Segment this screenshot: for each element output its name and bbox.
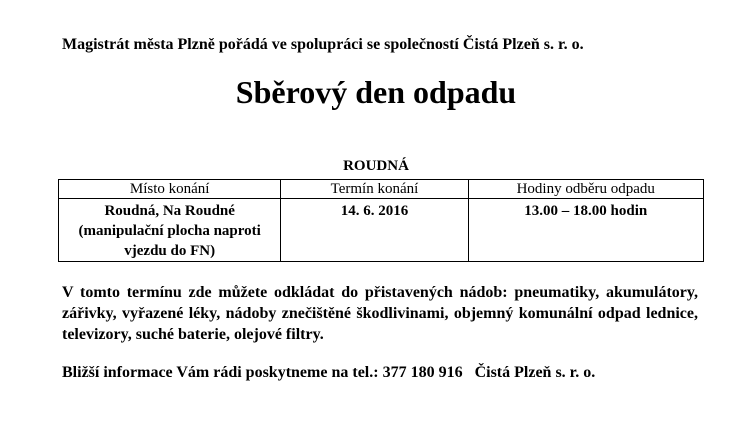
location-heading: ROUDNÁ bbox=[343, 158, 409, 174]
column-header-date: Termín konání bbox=[281, 180, 468, 199]
cell-date: 14. 6. 2016 bbox=[281, 199, 468, 262]
page-title: Sběrový den odpadu bbox=[235, 74, 517, 110]
organization-name: Čistá Plzeň s. r. o. bbox=[474, 364, 596, 381]
table-header-row bbox=[59, 180, 704, 199]
contact-info: Bližší informace Vám rádi poskytneme na tel.: 377 180 916 bbox=[62, 364, 463, 381]
cell-place: Roudná, Na Roudné (manipulační plocha naproti vjezdu do FN) bbox=[59, 199, 281, 262]
table-row bbox=[59, 199, 704, 262]
body-paragraph: V tomto termínu zde můžete odkládat do přistavených nádob: pneumatiky, akumulátory, zářivky, vyřazené léky, nádoby znečištěné škodlivinami, objemný komunální odpad lednice, televizory, suché baterie, olejové filtry. bbox=[62, 284, 698, 343]
column-header-hours: Hodiny odběru odpadu bbox=[468, 180, 703, 199]
events-table bbox=[58, 179, 704, 262]
cell-hours: 13.00 – 18.00 hodin bbox=[468, 199, 703, 262]
footer bbox=[62, 364, 595, 382]
column-header-place: Místo konání bbox=[59, 180, 281, 199]
intro-text: Magistrát města Plzně pořádá ve spolupráci se společností Čistá Plzeň s. r. o. bbox=[62, 36, 584, 53]
